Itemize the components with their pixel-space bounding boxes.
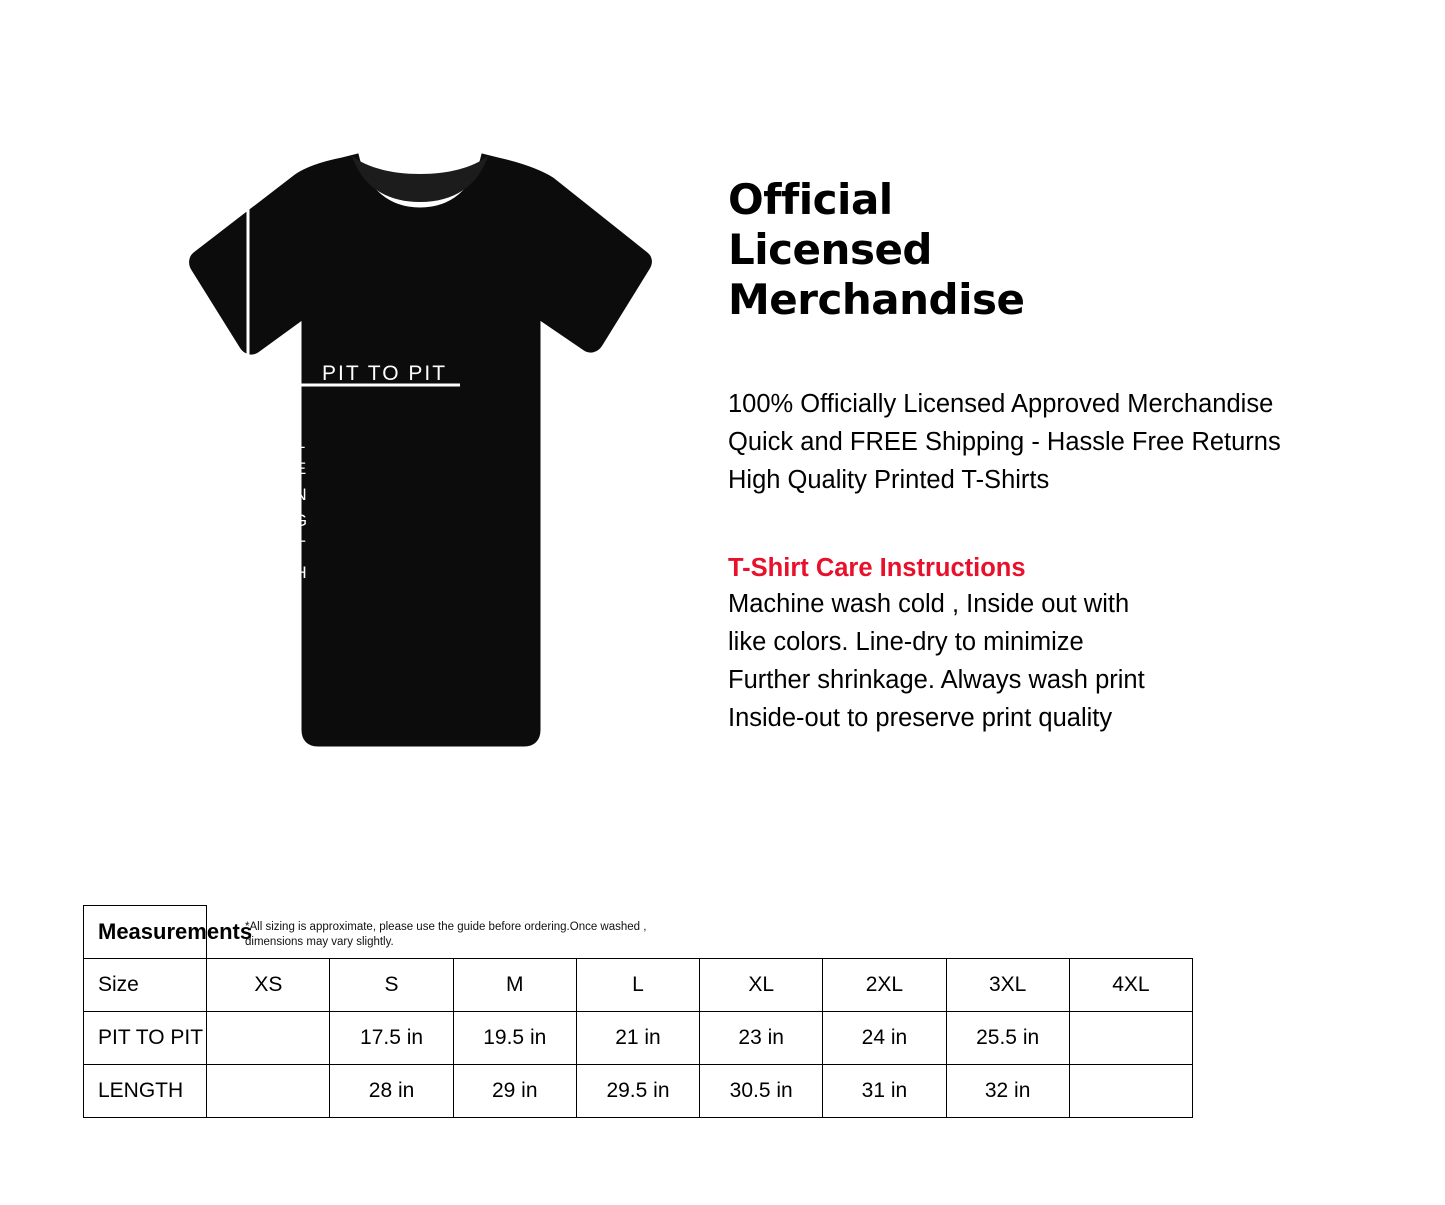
cell-pit-4xl	[1069, 1012, 1192, 1065]
size-header-3xl: 3XL	[946, 959, 1069, 1012]
cell-pit-xs	[207, 1012, 330, 1065]
measurements-title: Measurements	[84, 906, 207, 959]
size-header-2xl: 2XL	[823, 959, 946, 1012]
table-row-pit-to-pit	[84, 1012, 1193, 1065]
empty-cell	[330, 906, 453, 959]
empty-cell	[453, 906, 576, 959]
size-chart	[83, 905, 1193, 1118]
empty-cell	[1069, 906, 1192, 959]
size-header-xl: XL	[700, 959, 823, 1012]
size-header-xs: XS	[207, 959, 330, 1012]
cell-length-s: 28 in	[330, 1065, 453, 1118]
feature-item: Quick and FREE Shipping - Hassle Free Returns	[728, 428, 1281, 456]
care-line: Further shrinkage. Always wash print	[728, 666, 1145, 694]
cell-length-l: 29.5 in	[576, 1065, 699, 1118]
care-instructions-body	[728, 585, 1418, 737]
care-instructions-title: T-Shirt Care Instructions	[728, 554, 1026, 582]
tshirt-body-shape	[190, 154, 652, 746]
empty-cell	[823, 906, 946, 959]
sizing-disclaimer: *All sizing is approximate, please use the guide before ordering.Once washed , dimensions may vary slightly.	[245, 921, 647, 948]
size-header-l: L	[576, 959, 699, 1012]
cell-pit-l: 21 in	[576, 1012, 699, 1065]
size-chart-table	[83, 905, 1193, 1118]
care-line: Inside-out to preserve print quality	[728, 704, 1113, 732]
size-row-label: Size	[84, 959, 207, 1012]
cell-pit-xl: 23 in	[700, 1012, 823, 1065]
cell-length-3xl: 32 in	[946, 1065, 1069, 1118]
table-row-title	[84, 906, 1193, 959]
cell-pit-m: 19.5 in	[453, 1012, 576, 1065]
marketing-copy-panel	[728, 175, 1418, 737]
cell-length-2xl: 31 in	[823, 1065, 946, 1118]
size-header-s: S	[330, 959, 453, 1012]
cell-pit-2xl: 24 in	[823, 1012, 946, 1065]
feature-item: 100% Officially Licensed Approved Merchandise	[728, 390, 1274, 418]
feature-item: High Quality Printed T-Shirts	[728, 466, 1050, 494]
pit-to-pit-label: PIT TO PIT	[322, 362, 448, 385]
empty-cell	[946, 906, 1069, 959]
length-label: L E N G T H	[293, 433, 309, 582]
row-label-length: LENGTH	[84, 1065, 207, 1118]
empty-cell	[700, 906, 823, 959]
care-line: Machine wash cold , Inside out with	[728, 590, 1130, 618]
row-label-pit-to-pit: PIT TO PIT	[84, 1012, 207, 1065]
care-line: like colors. Line-dry to minimize	[728, 628, 1084, 656]
cell-pit-s: 17.5 in	[330, 1012, 453, 1065]
headline: Official Licensed Merchandise	[728, 175, 1025, 324]
cell-length-xl: 30.5 in	[700, 1065, 823, 1118]
empty-cell	[576, 906, 699, 959]
table-row-length	[84, 1065, 1193, 1118]
cell-pit-3xl: 25.5 in	[946, 1012, 1069, 1065]
feature-list	[728, 385, 1418, 499]
cell-length-4xl	[1069, 1065, 1192, 1118]
tshirt-illustration	[90, 130, 670, 830]
table-row-sizes	[84, 959, 1193, 1012]
cell-length-xs	[207, 1065, 330, 1118]
cell-length-m: 29 in	[453, 1065, 576, 1118]
size-header-m: M	[453, 959, 576, 1012]
size-header-4xl: 4XL	[1069, 959, 1192, 1012]
